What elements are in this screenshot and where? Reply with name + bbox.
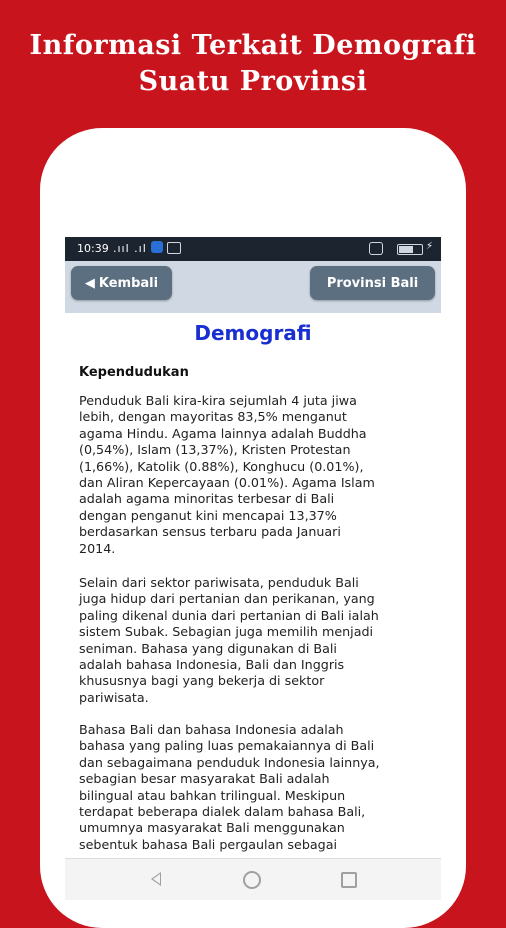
signal-icon: .ııl .ıl bbox=[113, 242, 147, 255]
headline-line-1: Informasi Terkait Demografi bbox=[29, 30, 477, 61]
paragraph-3: Bahasa Bali dan bahasa Indonesia adalah bahasa yang paling luas pemakaiannya di Bali dan sebagaimana penduduk Indonesia lainnya, sebagian besar masyarakat Bali adalah bilingual atau bahkan trilingual. Meskipun terdapat beberapa dialek dalam bahasa Bali, umumnya masyarakat Bali menggunakan sebentuk bahasa Bali pergaulan sebagai bbox=[79, 722, 380, 852]
section-heading: Kependudukan bbox=[79, 365, 189, 380]
back-arrow-icon: ◀ bbox=[84, 275, 95, 291]
system-nav-bar bbox=[65, 858, 441, 900]
message-icon bbox=[167, 242, 181, 254]
page-title: Demografi bbox=[194, 321, 312, 345]
paragraph-2: Selain dari sektor pariwisata, penduduk Bali juga hidup dari pertanian dan perikanan, yang paling dikenal dunia dari pertanian di Bali ialah sistem Subak. Sebagian juga memilih menjadi seniman. Bahasa yang digunakan di Bali adalah bahasa Indonesia, Bali dan Inggris khususnya bagi yang bekerja di sektor pariwisata. bbox=[79, 575, 379, 705]
charging-icon: ⚡ bbox=[425, 241, 433, 252]
status-time: 10:39 bbox=[77, 242, 109, 255]
battery-icon bbox=[397, 244, 423, 255]
nav-recents-icon[interactable] bbox=[341, 872, 357, 888]
content-scroll-area[interactable] bbox=[65, 313, 441, 858]
status-bar bbox=[65, 237, 441, 261]
back-button[interactable] bbox=[71, 266, 172, 300]
back-button-label: Kembali bbox=[98, 275, 159, 291]
headline-line-2: Suatu Provinsi bbox=[138, 66, 368, 97]
nav-back-icon[interactable] bbox=[151, 872, 161, 886]
province-button-label: Provinsi Bali bbox=[326, 275, 419, 291]
promo-headline bbox=[0, 28, 506, 100]
phone-screen bbox=[65, 237, 441, 900]
province-button[interactable] bbox=[310, 266, 435, 300]
paragraph-1: Penduduk Bali kira-kira sejumlah 4 juta jiwa lebih, dengan mayoritas 83,5% menganut agama Hindu. Agama lainnya adalah Buddha (0,54%), Islam (13,37%), Kristen Protestan (1,66%), Katolik (0.88%), Konghucu (0.01%), dan Aliran Kepercayaan (0.01%). Agama Islam adalah agama minoritas terbesar di Bali dengan penganut kini mencapai 13,37% berdasarkan sensus terbaru pada Januari 2014. bbox=[79, 393, 375, 556]
top-nav-bar bbox=[65, 261, 441, 313]
notification-icon bbox=[151, 241, 163, 253]
nav-home-icon[interactable] bbox=[243, 871, 261, 889]
vibrate-icon bbox=[369, 242, 383, 255]
